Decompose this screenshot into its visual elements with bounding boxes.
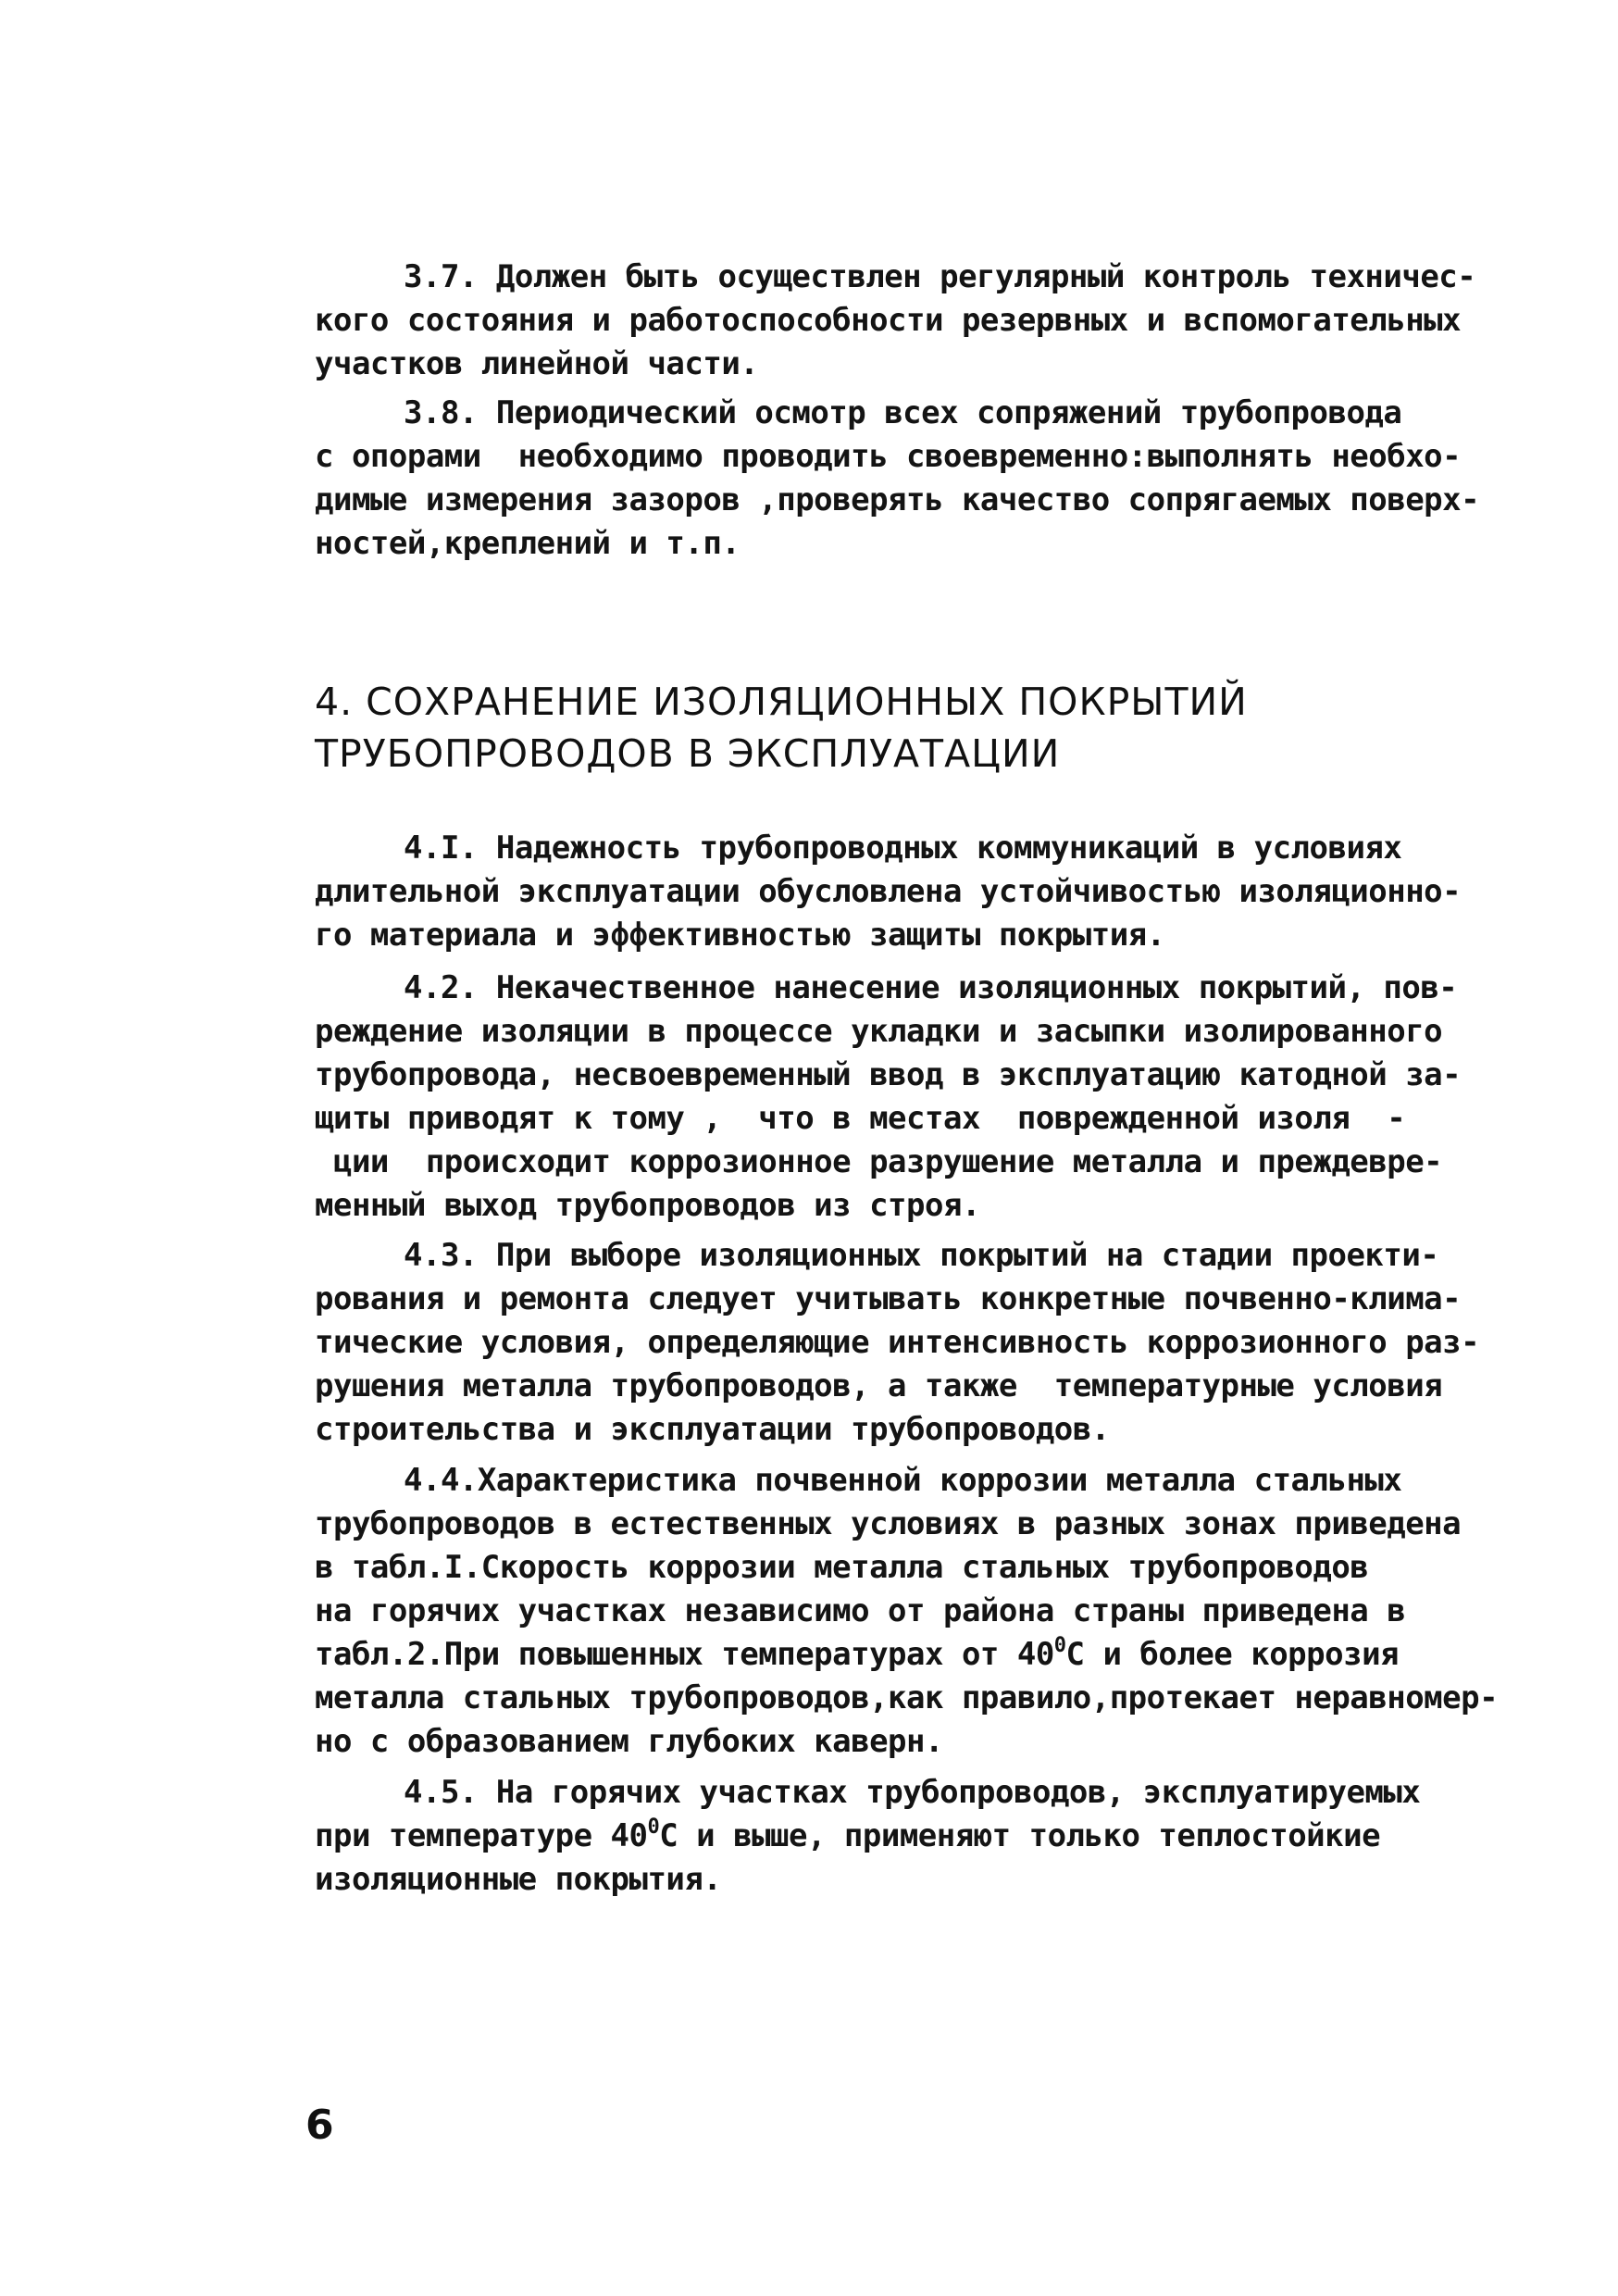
text-line: 4.2. Некачественное нанесение изоляционных покрытий, пов-	[404, 969, 1458, 1006]
text-line: 3.7. Должен быть осуществлен регулярный контроль техничес-	[404, 258, 1476, 295]
text-line: но с образованием глубоких каверн.	[315, 1723, 943, 1760]
text-line: щиты приводят к тому , что в местах поврежденной изоля -	[315, 1100, 1406, 1137]
section-heading-line: ТРУБОПРОВОДОВ В ЭКСПЛУАТАЦИИ	[315, 731, 1061, 776]
paragraph-4-2	[315, 967, 1518, 1228]
section-heading	[315, 676, 1518, 780]
page-number: 6	[305, 2102, 334, 2149]
text-line: 4.3. При выборе изоляционных покрытий на стадии проекти-	[404, 1237, 1439, 1274]
text-line: 3.8. Периодический осмотр всех сопряжений трубопровода	[404, 394, 1402, 431]
text-line: на горячих участках независимо от района страны приведена в	[315, 1592, 1406, 1629]
text-line: в табл.I.Скорость коррозии металла стальных трубопроводов	[315, 1549, 1369, 1586]
text-line: 4.5. На горячих участках трубопроводов, эксплуатируемых	[404, 1774, 1421, 1811]
text-line: трубопровода, несвоевременный ввод в эксплуатацию катодной за-	[315, 1056, 1462, 1093]
text-fragment: С и более коррозия	[1065, 1636, 1400, 1673]
text-line: строительства и эксплуатации трубопроводов.	[315, 1411, 1110, 1448]
text-line: рования и ремонта следует учитывать конкретные почвенно-клима-	[315, 1280, 1462, 1317]
text-fragment: при температуре 40	[315, 1817, 648, 1854]
text-line: длительной эксплуатации обусловлена устойчивостью изоляционно-	[315, 873, 1462, 910]
paragraph-3-8	[315, 392, 1518, 566]
superscript-degree: 0	[647, 1816, 660, 1839]
text-line: ностей,креплений и т.п.	[315, 525, 741, 562]
text-fragment: С и выше, применяют только теплостойкие	[659, 1817, 1381, 1854]
paragraph-4-4	[315, 1459, 1518, 1764]
text-line: участков линейной части.	[315, 345, 759, 382]
text-line: рушения металла трубопроводов, а также температурные условия	[315, 1367, 1443, 1404]
paragraph-3-7	[315, 256, 1518, 386]
text-line: металла стальных трубопроводов,как правило,протекает неравномер-	[315, 1679, 1499, 1716]
paragraph-4-5	[315, 1771, 1518, 1902]
paragraph-4-1	[315, 827, 1518, 957]
text-line: 4.I. Надежность трубопроводных коммуникаций в условиях	[404, 830, 1402, 867]
text-line-with-temperature	[315, 1815, 1518, 1858]
text-line-with-temperature	[315, 1633, 1518, 1677]
text-line: менный выход трубопроводов из строя.	[315, 1187, 980, 1224]
text-fragment: табл.2.При повышенных температурах от 40	[315, 1636, 1054, 1673]
text-line: кого состояния и работоспособности резервных и вспомогательных	[315, 302, 1462, 339]
text-line: го материала и эффективностью защиты покрытия.	[315, 917, 1165, 954]
text-line: тические условия, определяющие интенсивность коррозионного раз-	[315, 1324, 1480, 1361]
text-line: трубопроводов в естественных условиях в разных зонах приведена	[315, 1505, 1462, 1542]
section-heading-line: 4. СОХРАНЕНИЕ ИЗОЛЯЦИОННЫХ ПОКРЫТИЙ	[315, 680, 1248, 724]
paragraph-4-3	[315, 1234, 1518, 1452]
text-line: димые измерения зазоров ,проверять качество сопрягаемых поверх-	[315, 481, 1480, 518]
text-line: реждение изоляции в процессе укладки и засыпки изолированного	[315, 1013, 1443, 1050]
text-line: изоляционные покрытия.	[315, 1861, 722, 1898]
superscript-degree: 0	[1053, 1634, 1066, 1657]
text-line: ции происходит коррозионное разрушение металла и преждевре-	[315, 1143, 1443, 1180]
text-line: с опорами необходимо проводить своевременно:выполнять необхо-	[315, 438, 1462, 475]
text-line: 4.4.Характеристика почвенной коррозии металла стальных	[404, 1462, 1402, 1499]
